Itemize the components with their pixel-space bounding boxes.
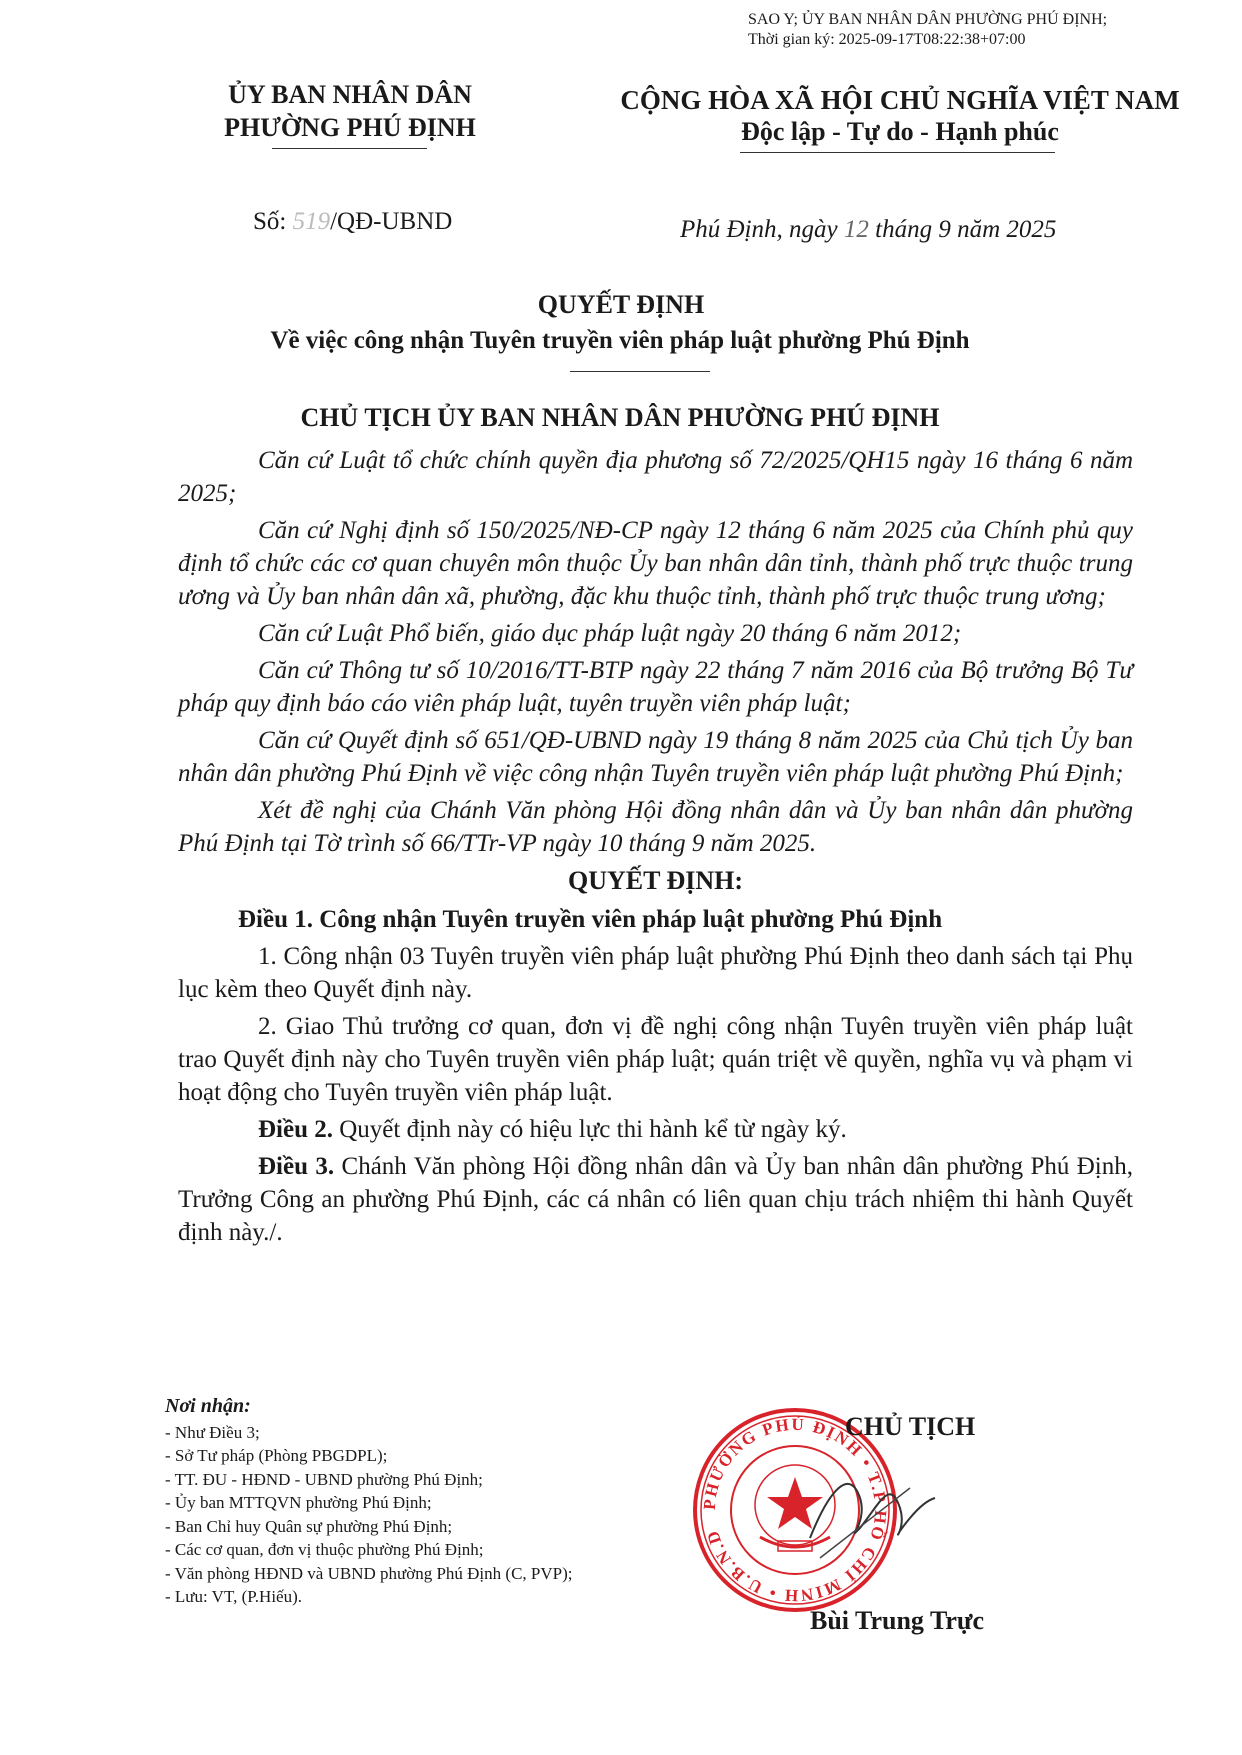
- legal-basis-6: Xét đề nghị của Chánh Văn phòng Hội đồng nhân dân và Ủy ban nhân dân phường Phú Định tại Tờ trình số 66/TTr-VP ngày 10 tháng 9 năm 2025.: [178, 797, 1133, 857]
- article-2-text: Quyết định này có hiệu lực thi hành kể từ ngày ký.: [339, 1116, 847, 1143]
- legal-basis-3: Căn cứ Luật Phổ biến, giáo dục pháp luật ngày 20 tháng 6 năm 2012;: [258, 620, 962, 647]
- place-date-month: tháng 9: [875, 216, 951, 243]
- recipient-item: - Như Điều 3;: [165, 1422, 260, 1442]
- legal-basis-2: Căn cứ Nghị định số 150/2025/NĐ-CP ngày 12 tháng 6 năm 2025 của Chính phủ quy định tổ chức các cơ quan chuyên môn thuộc Ủy ban nhân dân tỉnh, thành phố trực thuộc trung ương và Ủy ban nhân dân xã, phường, đặc khu thuộc tỉnh, thành phố trực thuộc trung ương;: [178, 517, 1133, 610]
- nation-divider: [740, 152, 1055, 153]
- legal-basis-5: Căn cứ Quyết định số 651/QĐ-UBND ngày 19 tháng 8 năm 2025 của Chủ tịch Ủy ban nhân dân phường Phú Định về việc công nhận Tuyên truyền viên pháp luật phường Phú Định;: [178, 727, 1133, 787]
- signature-icon: [790, 1448, 940, 1578]
- nation-name: CỘNG HÒA XÃ HỘI CHỦ NGHĨA VIỆT NAM: [620, 85, 1180, 115]
- legal-basis-1: Căn cứ Luật tổ chức chính quyền địa phương số 72/2025/QH15 ngày 16 tháng 6 năm 2025;: [178, 447, 1133, 507]
- doc-number-label: Số:: [253, 208, 287, 235]
- digital-copy-note: [748, 10, 1218, 50]
- place-and-date: [680, 216, 1056, 244]
- signer-name: Bùi Trung Trực: [810, 1606, 985, 1635]
- agency-line1: ỦY BAN NHÂN DÂN: [228, 80, 472, 109]
- signer-title: CHỦ TỊCH: [845, 1412, 976, 1441]
- article-1-title: Điều 1. Công nhận Tuyên truyền viên pháp luật phường Phú Định: [238, 906, 943, 933]
- recipients-heading: Nơi nhận:: [165, 1395, 251, 1417]
- title-divider: [570, 371, 710, 372]
- article-2-label: Điều 2.: [258, 1116, 333, 1143]
- article-3-label: Điều 3.: [258, 1153, 335, 1180]
- copy-note-line1: SAO Y; ỦY BAN NHÂN DÂN PHƯỜNG PHÚ ĐỊNH;: [748, 11, 1108, 28]
- article-3-text: Chánh Văn phòng Hội đồng nhân dân và Ủy ban nhân dân phường Phú Định, Trưởng Công an phường Phú Định, các cá nhân có liên quan chịu trách nhiệm thi hành Quyết định này./.: [178, 1153, 1133, 1246]
- issuing-authority: CHỦ TỊCH ỦY BAN NHÂN DÂN PHƯỜNG PHÚ ĐỊNH: [300, 403, 940, 432]
- legal-basis-4: Căn cứ Thông tư số 10/2016/TT-BTP ngày 22 tháng 7 năm 2016 của Bộ trưởng Bộ Tư pháp quy định báo cáo viên pháp luật, tuyên truyền viên pháp luật;: [178, 657, 1133, 717]
- recipient-item: - TT. ĐU - HĐND - UBND phường Phú Định;: [165, 1469, 483, 1489]
- agency-line2: PHƯỜNG PHÚ ĐỊNH: [224, 113, 476, 142]
- place-date-day: 12: [843, 216, 869, 243]
- doc-number-value: 519: [292, 208, 331, 235]
- issuing-agency: [150, 78, 550, 144]
- article-2: [178, 1113, 1133, 1146]
- document-title: QUYẾT ĐỊNH: [537, 290, 705, 319]
- recipient-item: - Các cơ quan, đơn vị thuộc phường Phú Định;: [165, 1540, 484, 1559]
- document-body: [178, 444, 1133, 1253]
- national-header: [585, 84, 1215, 148]
- place-date-year: năm 2025: [957, 216, 1057, 243]
- nation-motto: Độc lập - Tự do - Hạnh phúc: [741, 117, 1059, 146]
- article-3: [178, 1150, 1133, 1249]
- copy-note-line2: Thời gian ký: 2025-09-17T08:22:38+07:00: [748, 31, 1026, 48]
- document-subject: Về việc công nhận Tuyên truyền viên pháp luật phường Phú Định: [270, 327, 970, 354]
- agency-divider: [272, 148, 427, 149]
- doc-number-suffix: /QĐ-UBND: [330, 208, 453, 235]
- decision-heading: QUYẾT ĐỊNH:: [567, 866, 744, 895]
- recipient-item: - Ban Chỉ huy Quân sự phường Phú Định;: [165, 1516, 453, 1536]
- recipients-block: [165, 1395, 725, 1609]
- recipient-item: - Sở Tư pháp (Phòng PBGDPL);: [165, 1446, 388, 1465]
- place-date-prefix: Phú Định, ngày: [680, 216, 838, 243]
- document-number: [253, 208, 452, 236]
- svg-text:PHƯỜNG PHÚ ĐỊNH • T.P HỒ CHÍ M: PHƯỜNG PHÚ ĐỊNH • T.P HỒ CHÍ MINH • U.B.N.D: [699, 1414, 891, 1606]
- recipient-item: - Văn phòng HĐND và UBND phường Phú Định (C, PVP);: [165, 1563, 573, 1583]
- article-1-item-2: 2. Giao Thủ trưởng cơ quan, đơn vị đề nghị công nhận Tuyên truyền viên pháp luật trao Quyết định này cho Tuyên truyền viên pháp luật; quán triệt về quyền, nghĩa vụ và phạm vi hoạt động cho Tuyên truyền viên pháp luật.: [178, 1013, 1133, 1106]
- recipient-item: - Ủy ban MTTQVN phường Phú Định;: [165, 1493, 432, 1512]
- recipient-item: - Lưu: VT, (P.Hiếu).: [165, 1587, 303, 1606]
- article-1-item-1: 1. Công nhận 03 Tuyên truyền viên pháp luật phường Phú Định theo danh sách tại Phụ lục kèm theo Quyết định này.: [178, 943, 1133, 1003]
